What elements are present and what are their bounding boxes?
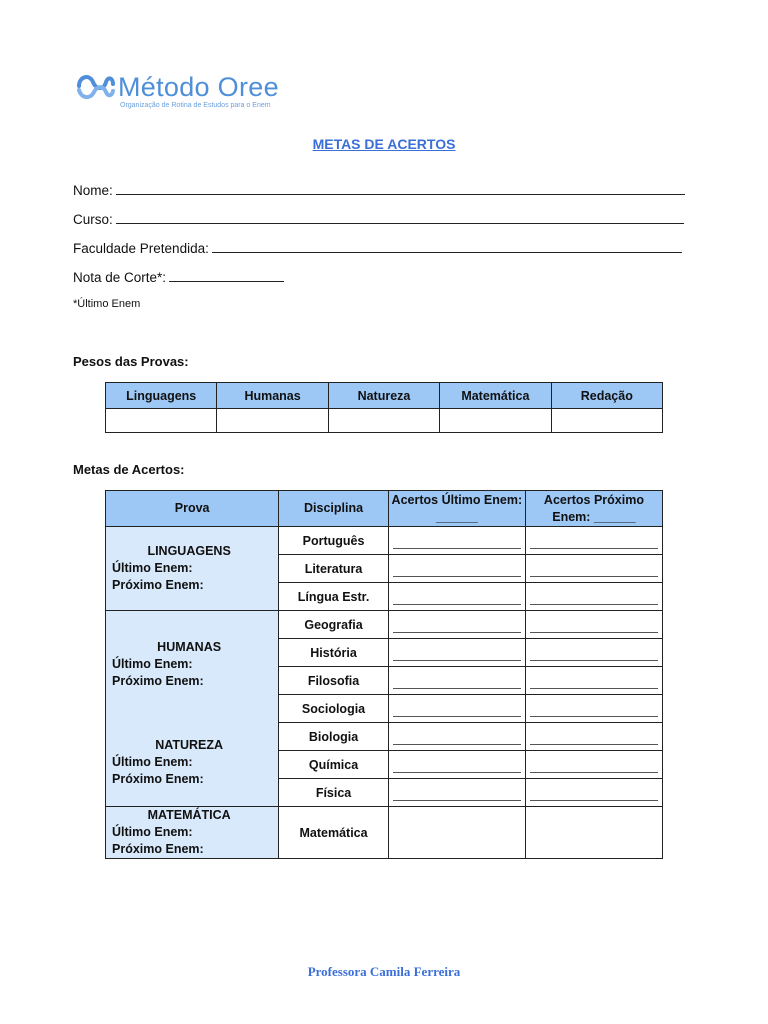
- weights-header-cell: Linguagens: [106, 383, 217, 409]
- course-label: Curso:: [73, 212, 113, 227]
- subject-cell: Língua Estr.: [279, 583, 389, 611]
- input-cell[interactable]: [525, 527, 662, 555]
- input-cell[interactable]: [388, 555, 525, 583]
- footnote: *Último Enem: [73, 298, 141, 310]
- input-cell[interactable]: [388, 695, 525, 723]
- group-proximo-label: Próximo Enem:: [112, 772, 204, 786]
- header-prova: Prova: [106, 491, 279, 527]
- subject-cell: Sociologia: [279, 695, 389, 723]
- subject-cell: Geografia: [279, 611, 389, 639]
- input-cell[interactable]: [525, 639, 662, 667]
- cutoff-line[interactable]: [169, 269, 284, 282]
- logo-title: Método Oree: [118, 72, 279, 102]
- input-cell[interactable]: [388, 807, 525, 859]
- weights-header-row: [106, 383, 663, 409]
- university-line[interactable]: [212, 240, 682, 253]
- input-cell[interactable]: [388, 779, 525, 807]
- group-humanas-natureza: [106, 611, 279, 807]
- header-acertos-ultimo: Acertos Último Enem: ______: [388, 491, 525, 527]
- university-field: [73, 240, 682, 256]
- wave-logo-icon: [76, 70, 116, 104]
- subject-cell: História: [279, 639, 389, 667]
- subject-cell: Filosofia: [279, 667, 389, 695]
- weights-header-cell: Matemática: [440, 383, 551, 409]
- group-name: NATUREZA: [155, 738, 224, 752]
- group-matematica: [106, 807, 279, 859]
- input-cell[interactable]: [525, 555, 662, 583]
- document-title: METAS DE ACERTOS: [312, 136, 456, 152]
- group-name: MATEMÁTICA: [147, 808, 231, 822]
- logo-subtitle: Organização de Rotina de Estudos para o Enem: [120, 102, 271, 109]
- course-field: [73, 211, 684, 227]
- input-cell[interactable]: [388, 667, 525, 695]
- group-proximo-label: Próximo Enem:: [112, 674, 204, 688]
- input-cell[interactable]: [525, 611, 662, 639]
- subject-cell: Química: [279, 751, 389, 779]
- group-ultimo-label: Último Enem:: [112, 657, 193, 671]
- table-row: [106, 611, 663, 639]
- name-label: Nome:: [73, 183, 113, 198]
- weights-header-cell: Humanas: [217, 383, 328, 409]
- table-row: [106, 527, 663, 555]
- header-disciplina: Disciplina: [279, 491, 389, 527]
- weight-input-cell[interactable]: [551, 409, 662, 433]
- group-name: HUMANAS: [157, 640, 222, 654]
- input-cell[interactable]: [388, 527, 525, 555]
- input-cell[interactable]: [388, 751, 525, 779]
- subject-cell: Português: [279, 527, 389, 555]
- university-label: Faculdade Pretendida:: [73, 241, 209, 256]
- course-line[interactable]: [116, 211, 684, 224]
- input-cell[interactable]: [525, 583, 662, 611]
- group-name: LINGUAGENS: [147, 544, 231, 558]
- input-cell[interactable]: [525, 779, 662, 807]
- weight-input-cell[interactable]: [440, 409, 551, 433]
- cutoff-label: Nota de Corte*:: [73, 270, 167, 285]
- group-linguagens: [106, 527, 279, 611]
- input-cell[interactable]: [388, 583, 525, 611]
- weights-header-cell: Natureza: [328, 383, 439, 409]
- input-cell[interactable]: [525, 723, 662, 751]
- input-cell[interactable]: [525, 807, 662, 859]
- weights-input-row: [106, 409, 663, 433]
- name-field: [73, 182, 685, 198]
- input-cell[interactable]: [525, 751, 662, 779]
- input-cell[interactable]: [525, 695, 662, 723]
- weight-input-cell[interactable]: [328, 409, 439, 433]
- input-cell[interactable]: [525, 667, 662, 695]
- group-proximo-label: Próximo Enem:: [112, 842, 204, 856]
- input-cell[interactable]: [388, 723, 525, 751]
- weights-label: Pesos das Provas:: [73, 354, 189, 369]
- footer-author: Professora Camila Ferreira: [307, 964, 461, 979]
- goals-header-row: [106, 491, 663, 527]
- group-proximo-label: Próximo Enem:: [112, 578, 204, 592]
- weights-table: [105, 382, 663, 433]
- subject-cell: Biologia: [279, 723, 389, 751]
- group-ultimo-label: Último Enem:: [112, 561, 193, 575]
- brand-logo: [76, 70, 316, 110]
- header-acertos-proximo: Acertos Próximo Enem: ______: [525, 491, 662, 527]
- weights-header-cell: Redação: [551, 383, 662, 409]
- group-ultimo-label: Último Enem:: [112, 755, 193, 769]
- table-row: [106, 807, 663, 859]
- name-line[interactable]: [116, 182, 685, 195]
- weight-input-cell[interactable]: [217, 409, 328, 433]
- input-cell[interactable]: [388, 639, 525, 667]
- goals-table: [105, 490, 663, 859]
- group-ultimo-label: Último Enem:: [112, 825, 193, 839]
- goals-label: Metas de Acertos:: [73, 462, 185, 477]
- input-cell[interactable]: [388, 611, 525, 639]
- weight-input-cell[interactable]: [106, 409, 217, 433]
- subject-cell: Matemática: [279, 807, 389, 859]
- subject-cell: Física: [279, 779, 389, 807]
- cutoff-field: [73, 269, 284, 285]
- subject-cell: Literatura: [279, 555, 389, 583]
